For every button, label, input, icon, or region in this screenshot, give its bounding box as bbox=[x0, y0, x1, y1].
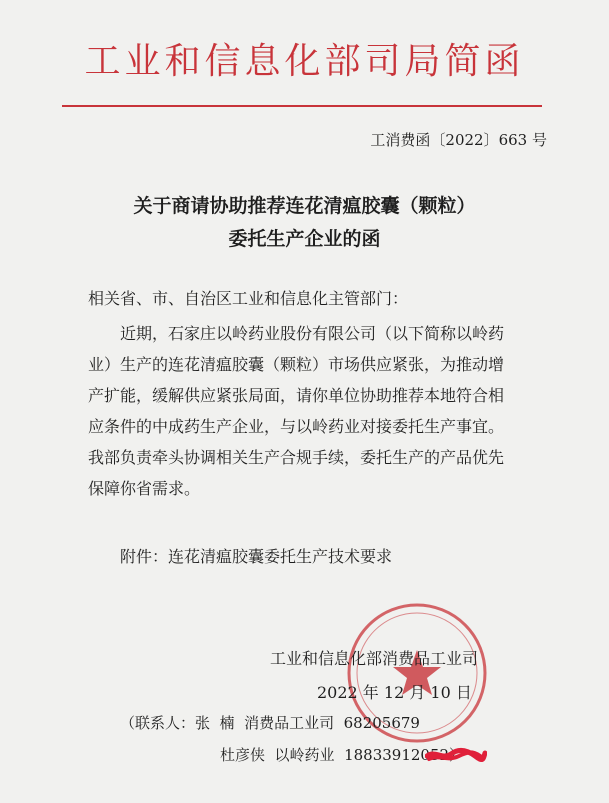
body-line: 我部负责牵头协调相关生产合规手续，委托生产的产品优先 bbox=[88, 448, 505, 467]
contact-line-1: （联系人：张 楠 消费品工业司 68205679 bbox=[120, 714, 420, 732]
document-number: 工消费函〔2022〕663 号 bbox=[370, 131, 547, 149]
letter-body bbox=[88, 318, 533, 504]
letter-title-line-2: 委托生产企业的函 bbox=[228, 228, 381, 250]
body-line: 产扩能，缓解供应紧张局面，请你单位协助推荐本地符合相 bbox=[88, 386, 505, 405]
attachment-note: 附件：连花清瘟胶囊委托生产技术要求 bbox=[120, 547, 393, 566]
signing-date: 2022 年 12 月 10 日 bbox=[317, 683, 472, 702]
body-line: 近期，石家庄以岭药业股份有限公司（以下简称以岭药 bbox=[120, 324, 505, 343]
letter-title-line-1: 关于商请协助推荐连花清瘟胶囊（颗粒） bbox=[133, 195, 476, 217]
redaction-scribble bbox=[425, 744, 487, 766]
body-line: 业）生产的连花清瘟胶囊（颗粒）市场供应紧张，为推动增 bbox=[88, 355, 505, 374]
salutation: 相关省、市、自治区工业和信息化主管部门： bbox=[88, 289, 409, 308]
body-line: 保障你省需求。 bbox=[88, 479, 201, 498]
contact-line-2: 杜彦侠 以岭药业 18833912052） bbox=[220, 746, 465, 764]
letterhead-title: 工业和信息化部司局简函 bbox=[84, 41, 525, 82]
body-line: 应条件的中成药生产企业，与以岭药业对接委托生产事宜。 bbox=[88, 417, 505, 436]
signing-department: 工业和信息化部消费品工业司 bbox=[270, 649, 479, 668]
letterhead-rule bbox=[62, 105, 542, 107]
